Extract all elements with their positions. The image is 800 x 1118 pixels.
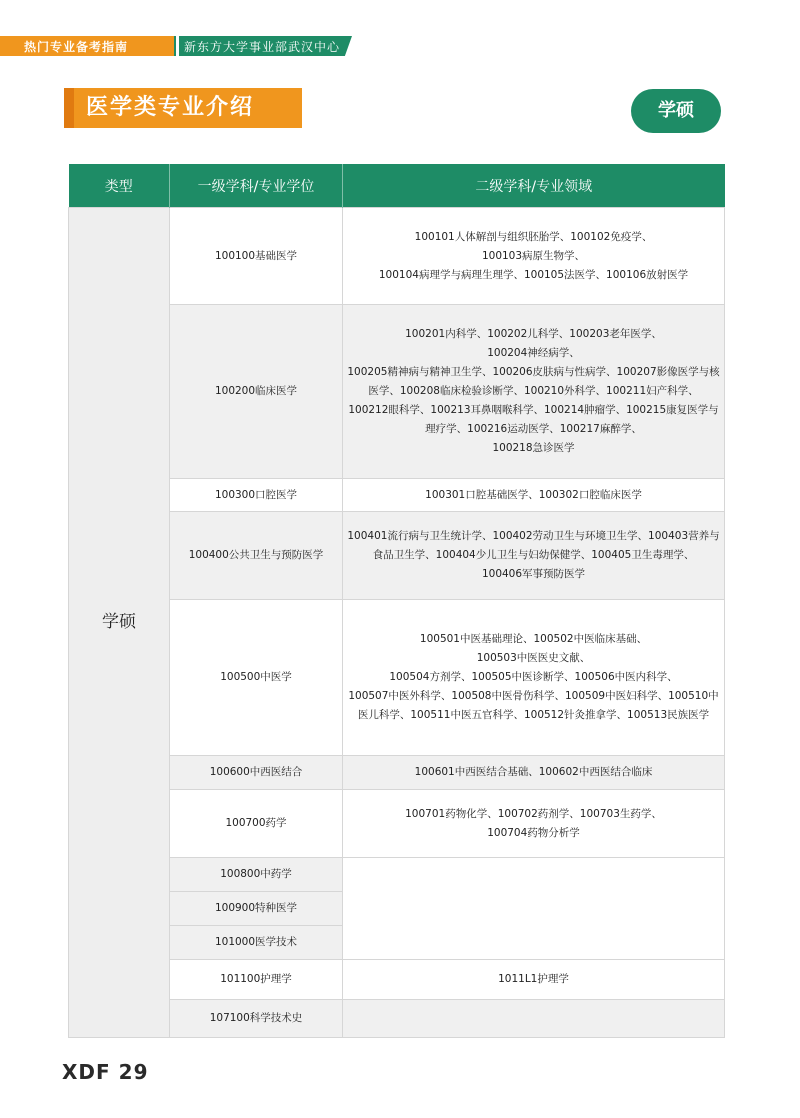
field-line: 100104病理学与病理生理学、100105法医学、100106放射医学	[378, 268, 689, 281]
field-line: 100704药物分析学	[487, 826, 580, 839]
second-level-cell	[343, 790, 725, 858]
degree-badge: 学硕	[631, 89, 721, 133]
field-line: 食品卫生学、100404少儿卫生与妇幼保健学、100405卫生毒理学、	[372, 549, 695, 561]
field-line: 医学、100208临床检验诊断学、100210外科学、100211妇产科学、	[368, 385, 699, 397]
first-level-cell: 101000医学技术	[170, 926, 343, 960]
field-line: 1011L1护理学	[498, 973, 569, 985]
field-line: 100212眼科学、100213耳鼻咽喉科学、100214肿瘤学、100215康复医学与	[348, 404, 719, 416]
table-row	[69, 208, 725, 305]
field-line: 100218急诊医学	[492, 442, 575, 454]
field-line: 100507中医外科学、100508中医骨伤科学、100509中医妇科学、100510中	[348, 690, 719, 702]
header-second-level: 二级学科/专业领域	[343, 164, 725, 208]
second-level-cell	[343, 512, 725, 600]
field-line: 100204神经病学、	[487, 347, 580, 359]
first-level-cell: 100800中药学	[170, 858, 343, 892]
field-line: 100101人体解剖与组织胚胎学、100102免疫学、	[414, 230, 653, 243]
table-header-row	[69, 164, 725, 208]
field-line: 100503中医医史文献、	[476, 652, 591, 664]
first-level-cell: 107100科学技术史	[170, 1000, 343, 1038]
first-level-cell: 100600中西医结合	[170, 756, 343, 790]
page-footer: XDF 29	[62, 1060, 149, 1084]
second-level-cell	[343, 960, 725, 1000]
banner-divider	[176, 36, 179, 56]
field-line: 100401流行病与卫生统计学、100402劳动卫生与环境卫生学、100403营养与	[347, 530, 720, 542]
field-line: 100601中西医结合基础、100602中西医结合临床	[414, 766, 653, 778]
empty-second-level-cell	[343, 858, 725, 960]
field-line: 100701药物化学、100702药剂学、100703生药学、	[405, 807, 662, 820]
section-title	[64, 88, 302, 128]
header-first-level: 一级学科/专业学位	[170, 164, 343, 208]
field-line: 100504方剂学、100505中医诊断学、100506中医内科学、	[389, 671, 678, 683]
first-level-cell: 100200临床医学	[170, 305, 343, 479]
top-banner	[0, 36, 360, 56]
field-line: 理疗学、100216运动医学、100217麻醉学、	[425, 423, 642, 435]
first-level-cell: 100700药学	[170, 790, 343, 858]
second-level-cell	[343, 600, 725, 756]
first-level-cell: 101100护理学	[170, 960, 343, 1000]
field-line: 医儿科学、100511中医五官科学、100512针灸推拿学、100513民族医学	[357, 709, 710, 721]
section-title-edge	[64, 88, 74, 128]
first-level-cell: 100100基础医学	[170, 208, 343, 305]
header-type: 类型	[69, 164, 170, 208]
section-title-text: 医学类专业介绍	[86, 95, 255, 120]
field-line: 100201内科学、100202儿科学、100203老年医学、	[405, 328, 662, 340]
second-level-cell	[343, 208, 725, 305]
second-level-cell	[343, 305, 725, 479]
first-level-cell: 100900特种医学	[170, 892, 343, 926]
field-line: 100205精神病与精神卫生学、100206皮肤病与性病学、100207影像医学与核	[347, 366, 720, 378]
banner-right-text: 新东方大学事业部武汉中心	[184, 40, 341, 54]
first-level-cell: 100300口腔医学	[170, 479, 343, 512]
field-line: 100406军事预防医学	[481, 568, 586, 580]
first-level-cell: 100400公共卫生与预防医学	[170, 512, 343, 600]
second-level-cell	[343, 479, 725, 512]
discipline-table	[68, 164, 725, 1038]
field-line: 100501中医基础理论、100502中医临床基础、	[419, 633, 648, 645]
type-cell: 学硕	[69, 208, 170, 1038]
first-level-cell: 100500中医学	[170, 600, 343, 756]
field-line: 100103病原生物学、	[481, 249, 586, 262]
empty-second-level-cell	[343, 1000, 725, 1038]
second-level-cell	[343, 756, 725, 790]
field-line: 100301口腔基础医学、100302口腔临床医学	[425, 488, 642, 501]
banner-left-text: 热门专业备考指南	[24, 40, 129, 54]
